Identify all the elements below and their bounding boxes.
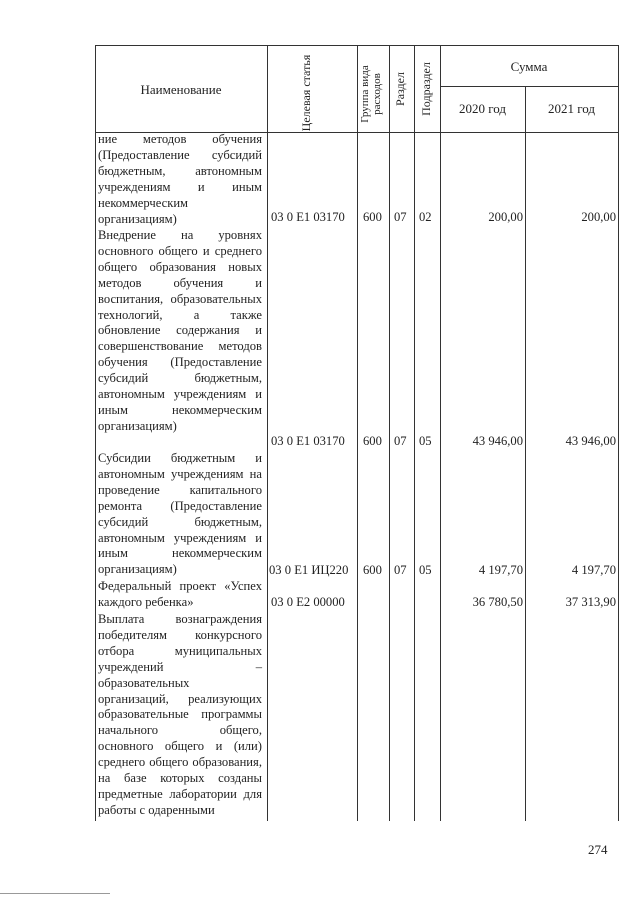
header-subsection: Подраздел — [419, 62, 433, 116]
header-exp-group-text: Группа вида расходов — [359, 65, 383, 123]
row-2020: 43 946,00 — [472, 434, 523, 448]
row-2020: 4 197,70 — [478, 563, 523, 577]
row-article: 03 0 Е1 03170 — [271, 434, 345, 448]
row-name: Выплата вознаграждения победителям конкурсного отбора муниципальных учреждений – образовательных организаций, реализующих образовательные программы начального общего, основного общего и (или) среднего общего образования, на базе которых созданы предметные лаборатории для работы с одаренными — [98, 612, 262, 817]
row-name: Внедрение на уровнях основного общего и среднего общего образования новых методов обучения и воспитания, образовательных технологий, а также обновление содержания и совершенствование методов обучения (Предоставление субсидий бюджетным, автономным учреждениям и иным некоммерческим организациям) — [98, 228, 262, 433]
row-article: 03 0 Е1 ИЦ220 — [269, 563, 349, 577]
row-section: 07 — [394, 434, 407, 448]
row-subsection: 05 — [419, 434, 432, 448]
row-group: 600 — [363, 563, 382, 577]
header-name: Наименование — [140, 82, 222, 97]
row-name: Субсидии бюджетным и автономным учреждениям на проведение капитального ремонта (Предоставление субсидий бюджетным, автономным учреждениям и иным некоммерческим организациям) — [98, 451, 262, 577]
row-subsection: 02 — [419, 210, 432, 224]
row-2021: 37 313,90 — [565, 595, 616, 609]
header-2021: 2021 год — [548, 101, 595, 116]
header-sum: Сумма — [510, 59, 548, 74]
row-section: 07 — [394, 210, 407, 224]
row-group: 600 — [363, 210, 382, 224]
header-exp-group — [359, 58, 385, 130]
row-2021: 43 946,00 — [565, 434, 616, 448]
footer-rule — [0, 893, 110, 894]
budget-table — [95, 45, 619, 821]
row-name: ние методов обучения (Предоставление субсидий бюджетным, автономным учреждениям и иным некоммерческим организациям) — [98, 132, 262, 226]
row-section: 07 — [394, 563, 407, 577]
row-2021: 200,00 — [581, 210, 616, 224]
row-subsection: 05 — [419, 563, 432, 577]
header-2020: 2020 год — [459, 101, 506, 116]
header-article-text: Целевая статья — [299, 54, 313, 132]
row-name: Федеральный проект «Успех каждого ребенка» — [98, 579, 262, 609]
row-article: 03 0 Е1 03170 — [271, 210, 345, 224]
page-number: 274 — [588, 842, 608, 857]
header-section: Раздел — [393, 72, 407, 106]
header-article — [300, 53, 324, 133]
row-group: 600 — [363, 434, 382, 448]
row-2020: 36 780,50 — [472, 595, 523, 609]
row-article: 03 0 Е2 00000 — [271, 595, 345, 609]
row-2021: 4 197,70 — [571, 563, 616, 577]
row-2020: 200,00 — [488, 210, 523, 224]
